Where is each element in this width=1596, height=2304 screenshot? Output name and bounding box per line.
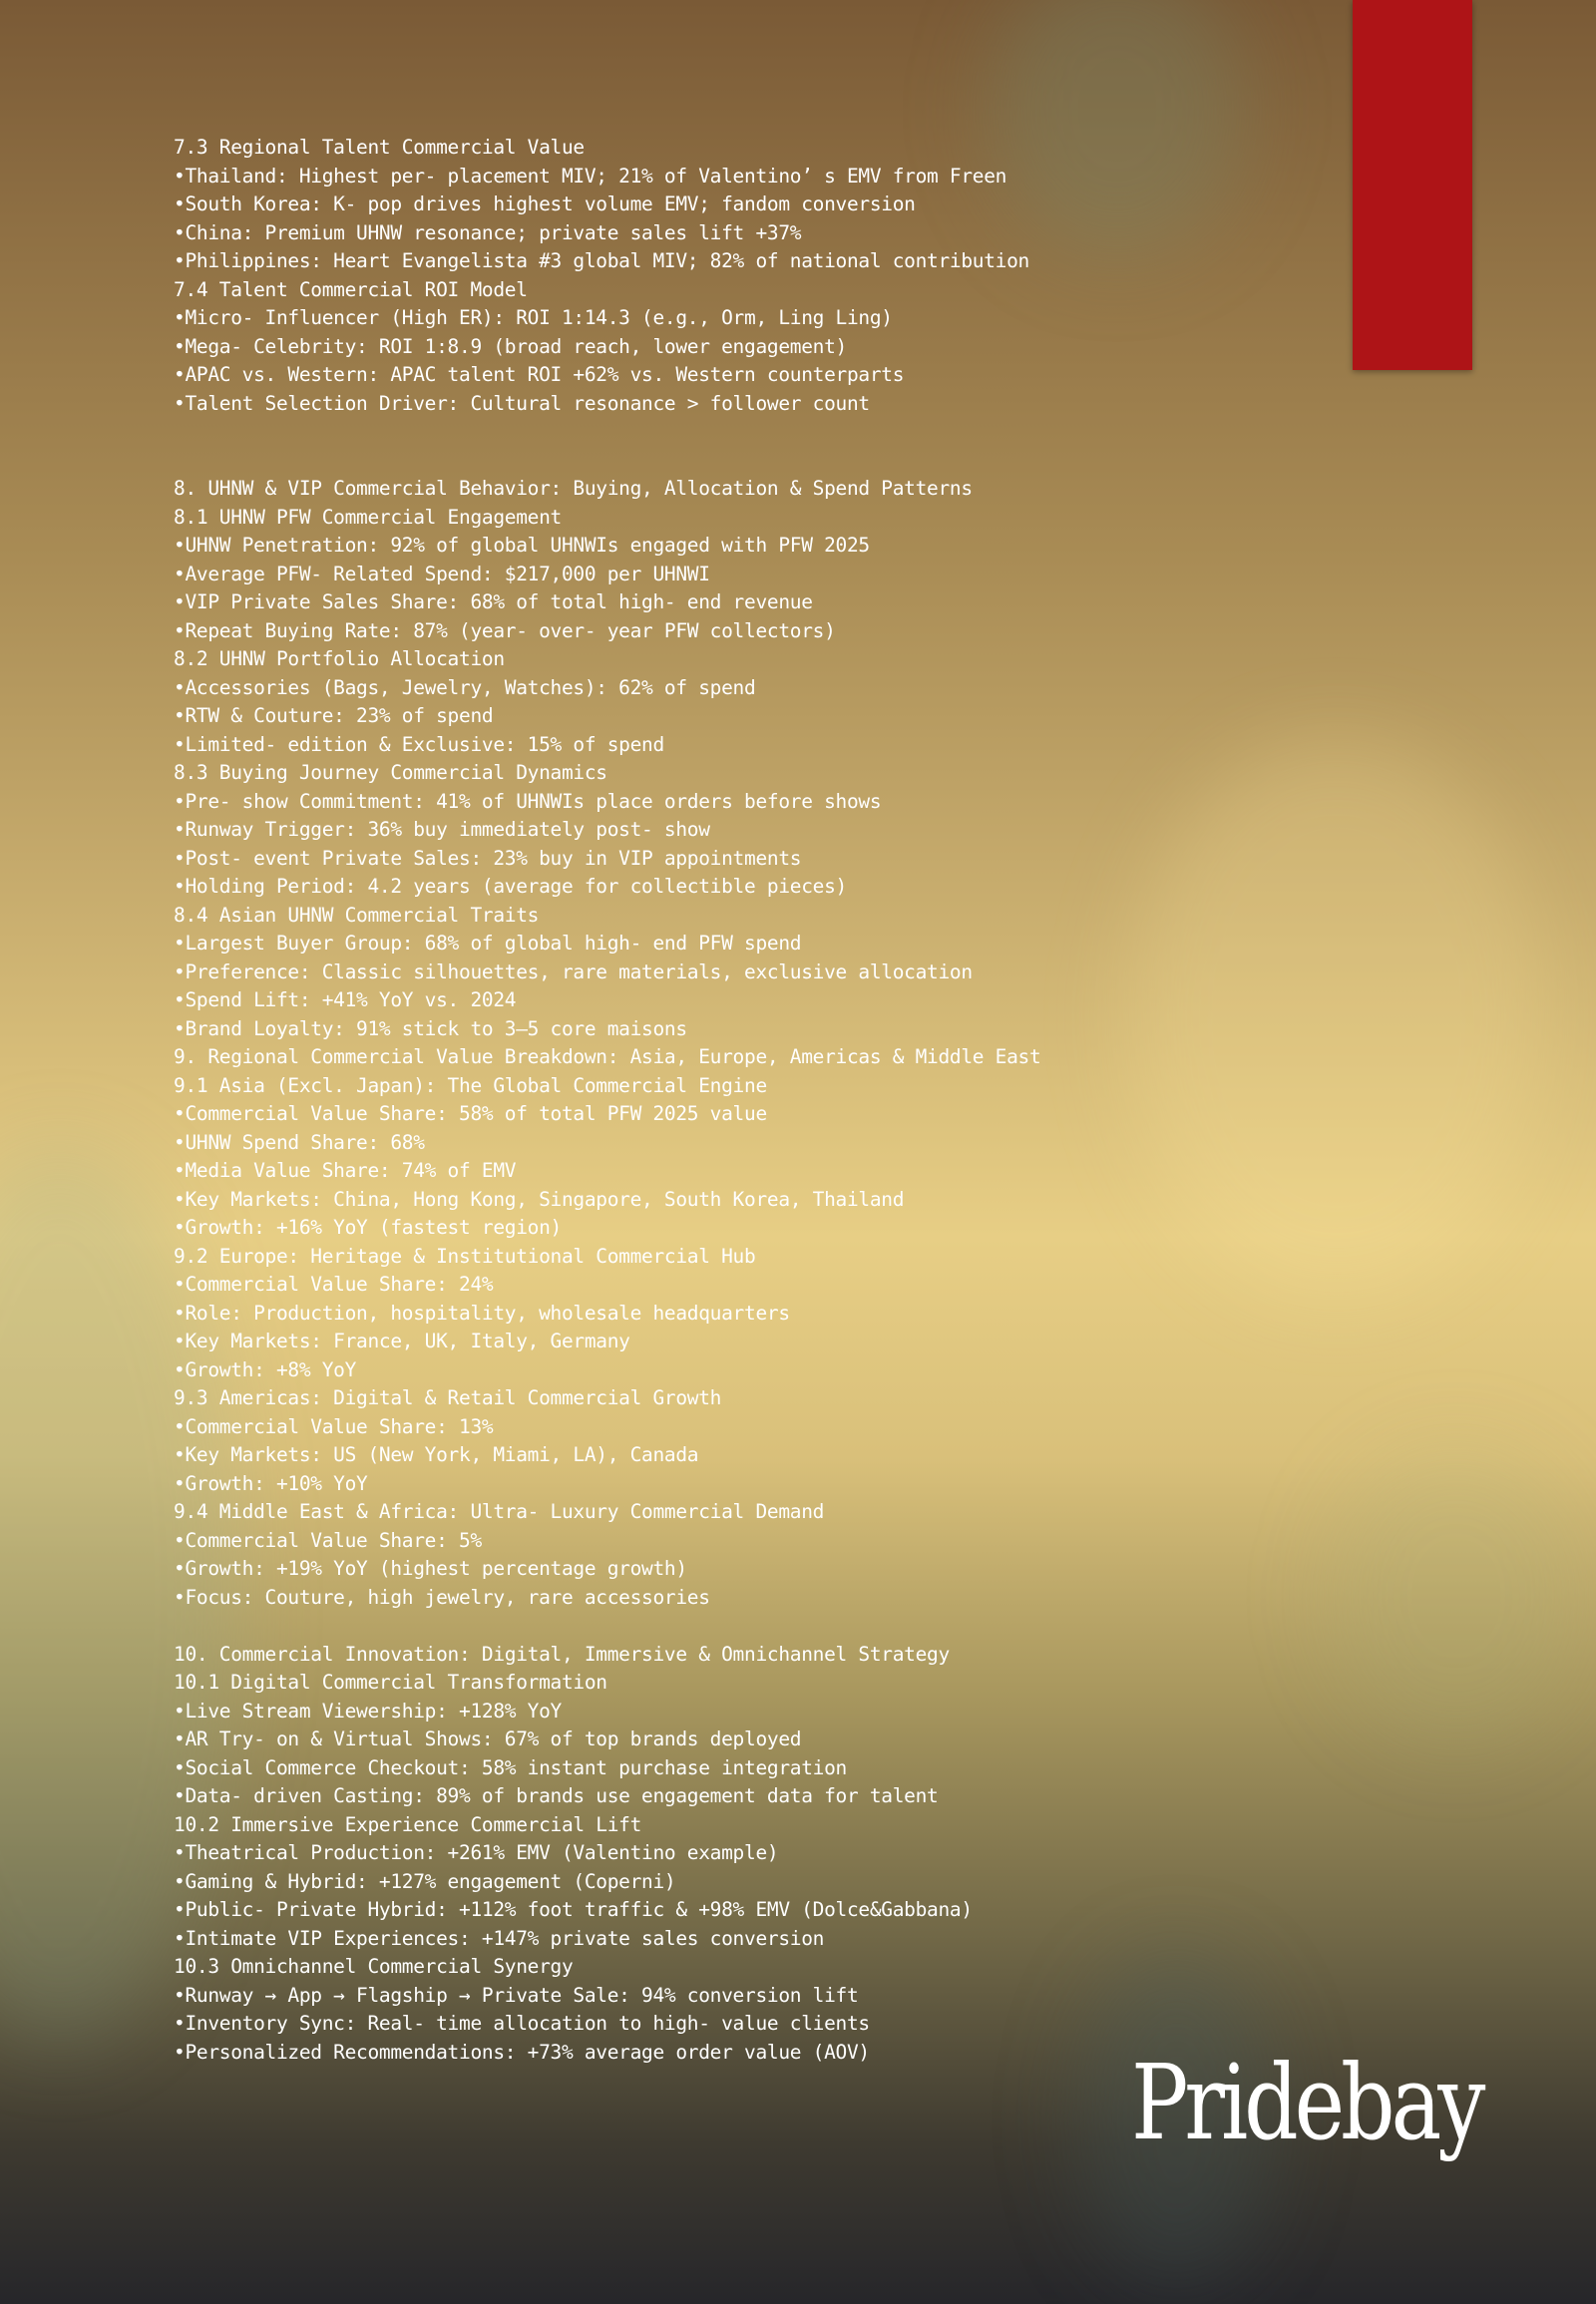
bullet-item: •China: Premium UHNW resonance; private sales lift +37%	[174, 220, 802, 244]
subsection-heading: 8.4 Asian UHNW Commercial Traits	[174, 903, 540, 927]
bullet-item: •Mega- Celebrity: ROI 1:8.9 (broad reach, lower engagement)	[174, 334, 847, 358]
bullet-item: •Personalized Recommendations: +73% average order value (AOV)	[174, 2040, 870, 2064]
bullet-item: •APAC vs. Western: APAC talent ROI +62% vs. Western counterparts	[174, 363, 905, 386]
bullet-item: •AR Try- on & Virtual Shows: 67% of top brands deployed	[174, 1728, 802, 1750]
bullet-item: •Data- driven Casting: 89% of brands use engagement data for talent	[174, 1784, 939, 1807]
red-accent-tab	[1353, 0, 1472, 370]
bullet-item: •Key Markets: France, UK, Italy, Germany	[174, 1330, 630, 1352]
bullet-item: •Largest Buyer Group: 68% of global high- end PFW spend	[174, 932, 802, 955]
bullet-item: •Theatrical Production: +261% EMV (Valentino example)	[174, 1841, 779, 1864]
bullet-item: •Commercial Value Share: 5%	[174, 1528, 482, 1552]
bullet-item: •Runway Trigger: 36% buy immediately post- show	[174, 818, 710, 841]
bullet-item: •Talent Selection Driver: Cultural resonance > follower count	[174, 391, 870, 415]
subsection-heading: 7.4 Talent Commercial ROI Model	[174, 277, 528, 301]
bullet-item: •UHNW Penetration: 92% of global UHNWIs engaged with PFW 2025	[174, 534, 870, 557]
bullet-item: •Focus: Couture, high jewelry, rare accessories	[174, 1585, 710, 1609]
subsection-heading: 8.3 Buying Journey Commercial Dynamics	[174, 761, 607, 784]
bullet-item: •Repeat Buying Rate: 87% (year- over- year PFW collectors)	[174, 618, 836, 642]
bullet-item: •Thailand: Highest per- placement MIV; 21% of Valentino’ s EMV from Freen	[174, 164, 1007, 188]
bullet-item: •Growth: +16% YoY (fastest region)	[174, 1216, 562, 1239]
bullet-item: •Post- event Private Sales: 23% buy in VIP appointments	[174, 846, 802, 870]
bullet-item: •UHNW Spend Share: 68%	[174, 1130, 425, 1154]
bullet-item: •Inventory Sync: Real- time allocation to high- value clients	[174, 2012, 870, 2035]
bullet-item: •Runway → App → Flagship → Private Sale: 94% conversion lift	[174, 1983, 859, 2007]
bullet-item: •VIP Private Sales Share: 68% of total high- end revenue	[174, 590, 813, 613]
bullet-item: •Limited- edition & Exclusive: 15% of spend	[174, 732, 664, 756]
bullet-item: •Pre- show Commitment: 41% of UHNWIs place orders before shows	[174, 789, 882, 813]
subsection-heading: 10.3 Omnichannel Commercial Synergy	[174, 1955, 574, 1978]
subsection-heading: 9.4 Middle East & Africa: Ultra- Luxury Commercial Demand	[174, 1500, 825, 1523]
bullet-item: •Key Markets: US (New York, Miami, LA), Canada	[174, 1443, 699, 1466]
document-body	[174, 134, 1321, 2067]
bullet-item: •Spend Lift: +41% YoY vs. 2024	[174, 988, 517, 1011]
blank-line	[174, 1612, 1321, 1641]
bullet-item: •Growth: +10% YoY	[174, 1471, 368, 1495]
bullet-item: •Commercial Value Share: 24%	[174, 1273, 494, 1296]
bullet-item: •Philippines: Heart Evangelista #3 global MIV; 82% of national contribution	[174, 249, 1030, 272]
subsection-heading: 7.3 Regional Talent Commercial Value	[174, 136, 585, 159]
background-glow	[1327, 1446, 1586, 1745]
bullet-item: •Brand Loyalty: 91% stick to 3–5 core maisons	[174, 1016, 687, 1040]
bullet-item: •Public- Private Hybrid: +112% foot traffic & +98% EMV (Dolce&Gabbana)	[174, 1898, 973, 1921]
brand-logo: Pridebay	[1131, 2042, 1482, 2163]
subsection-heading: 10.1 Digital Commercial Transformation	[174, 1671, 607, 1694]
subsection-heading: 8.1 UHNW PFW Commercial Engagement	[174, 505, 562, 529]
bullet-item: •Intimate VIP Experiences: +147% private sales conversion	[174, 1926, 825, 1950]
bullet-item: •Growth: +8% YoY	[174, 1357, 357, 1381]
subsection-heading: 9.2 Europe: Heritage & Institutional Commercial Hub	[174, 1244, 756, 1268]
bullet-item: •Key Markets: China, Hong Kong, Singapore, South Korea, Thailand	[174, 1187, 905, 1211]
subsection-heading: 9.1 Asia (Excl. Japan): The Global Commercial Engine	[174, 1073, 767, 1097]
bullet-item: •Micro- Influencer (High ER): ROI 1:14.3 (e.g., Orm, Ling Ling)	[174, 306, 893, 329]
bullet-item: •Preference: Classic silhouettes, rare materials, exclusive allocation	[174, 960, 973, 983]
subsection-heading: 10.2 Immersive Experience Commercial Lift	[174, 1812, 642, 1836]
subsection-heading: 8.2 UHNW Portfolio Allocation	[174, 647, 505, 670]
bullet-item: •Role: Production, hospitality, wholesale headquarters	[174, 1301, 790, 1325]
section-heading: 9. Regional Commercial Value Breakdown: Asia, Europe, Americas & Middle East	[174, 1045, 1041, 1068]
bullet-item: •RTW & Couture: 23% of spend	[174, 704, 494, 727]
bullet-item: •Holding Period: 4.2 years (average for collectible pieces)	[174, 875, 847, 898]
bullet-item: •Media Value Share: 74% of EMV	[174, 1159, 517, 1182]
subsection-heading: 9.3 Americas: Digital & Retail Commercial Growth	[174, 1386, 722, 1409]
bullet-item: •Growth: +19% YoY (highest percentage growth)	[174, 1557, 687, 1580]
bullet-item: •Gaming & Hybrid: +127% engagement (Coperni)	[174, 1869, 676, 1893]
section-heading: 8. UHNW & VIP Commercial Behavior: Buying, Allocation & Spend Patterns	[174, 477, 973, 500]
bullet-item: •Average PFW- Related Spend: $217,000 per UHNWI	[174, 562, 710, 585]
bullet-item: •Commercial Value Share: 58% of total PFW 2025 value	[174, 1102, 767, 1125]
blank-line	[174, 418, 1321, 447]
bullet-item: •Live Stream Viewership: +128% YoY	[174, 1699, 562, 1723]
bullet-item: •Accessories (Bags, Jewelry, Watches): 62% of spend	[174, 675, 756, 699]
blank-line	[174, 447, 1321, 476]
bullet-item: •South Korea: K- pop drives highest volume EMV; fandom conversion	[174, 192, 916, 215]
bullet-item: •Social Commerce Checkout: 58% instant purchase integration	[174, 1755, 847, 1779]
section-heading: 10. Commercial Innovation: Digital, Immersive & Omnichannel Strategy	[174, 1642, 950, 1666]
bullet-item: •Commercial Value Share: 13%	[174, 1414, 494, 1438]
